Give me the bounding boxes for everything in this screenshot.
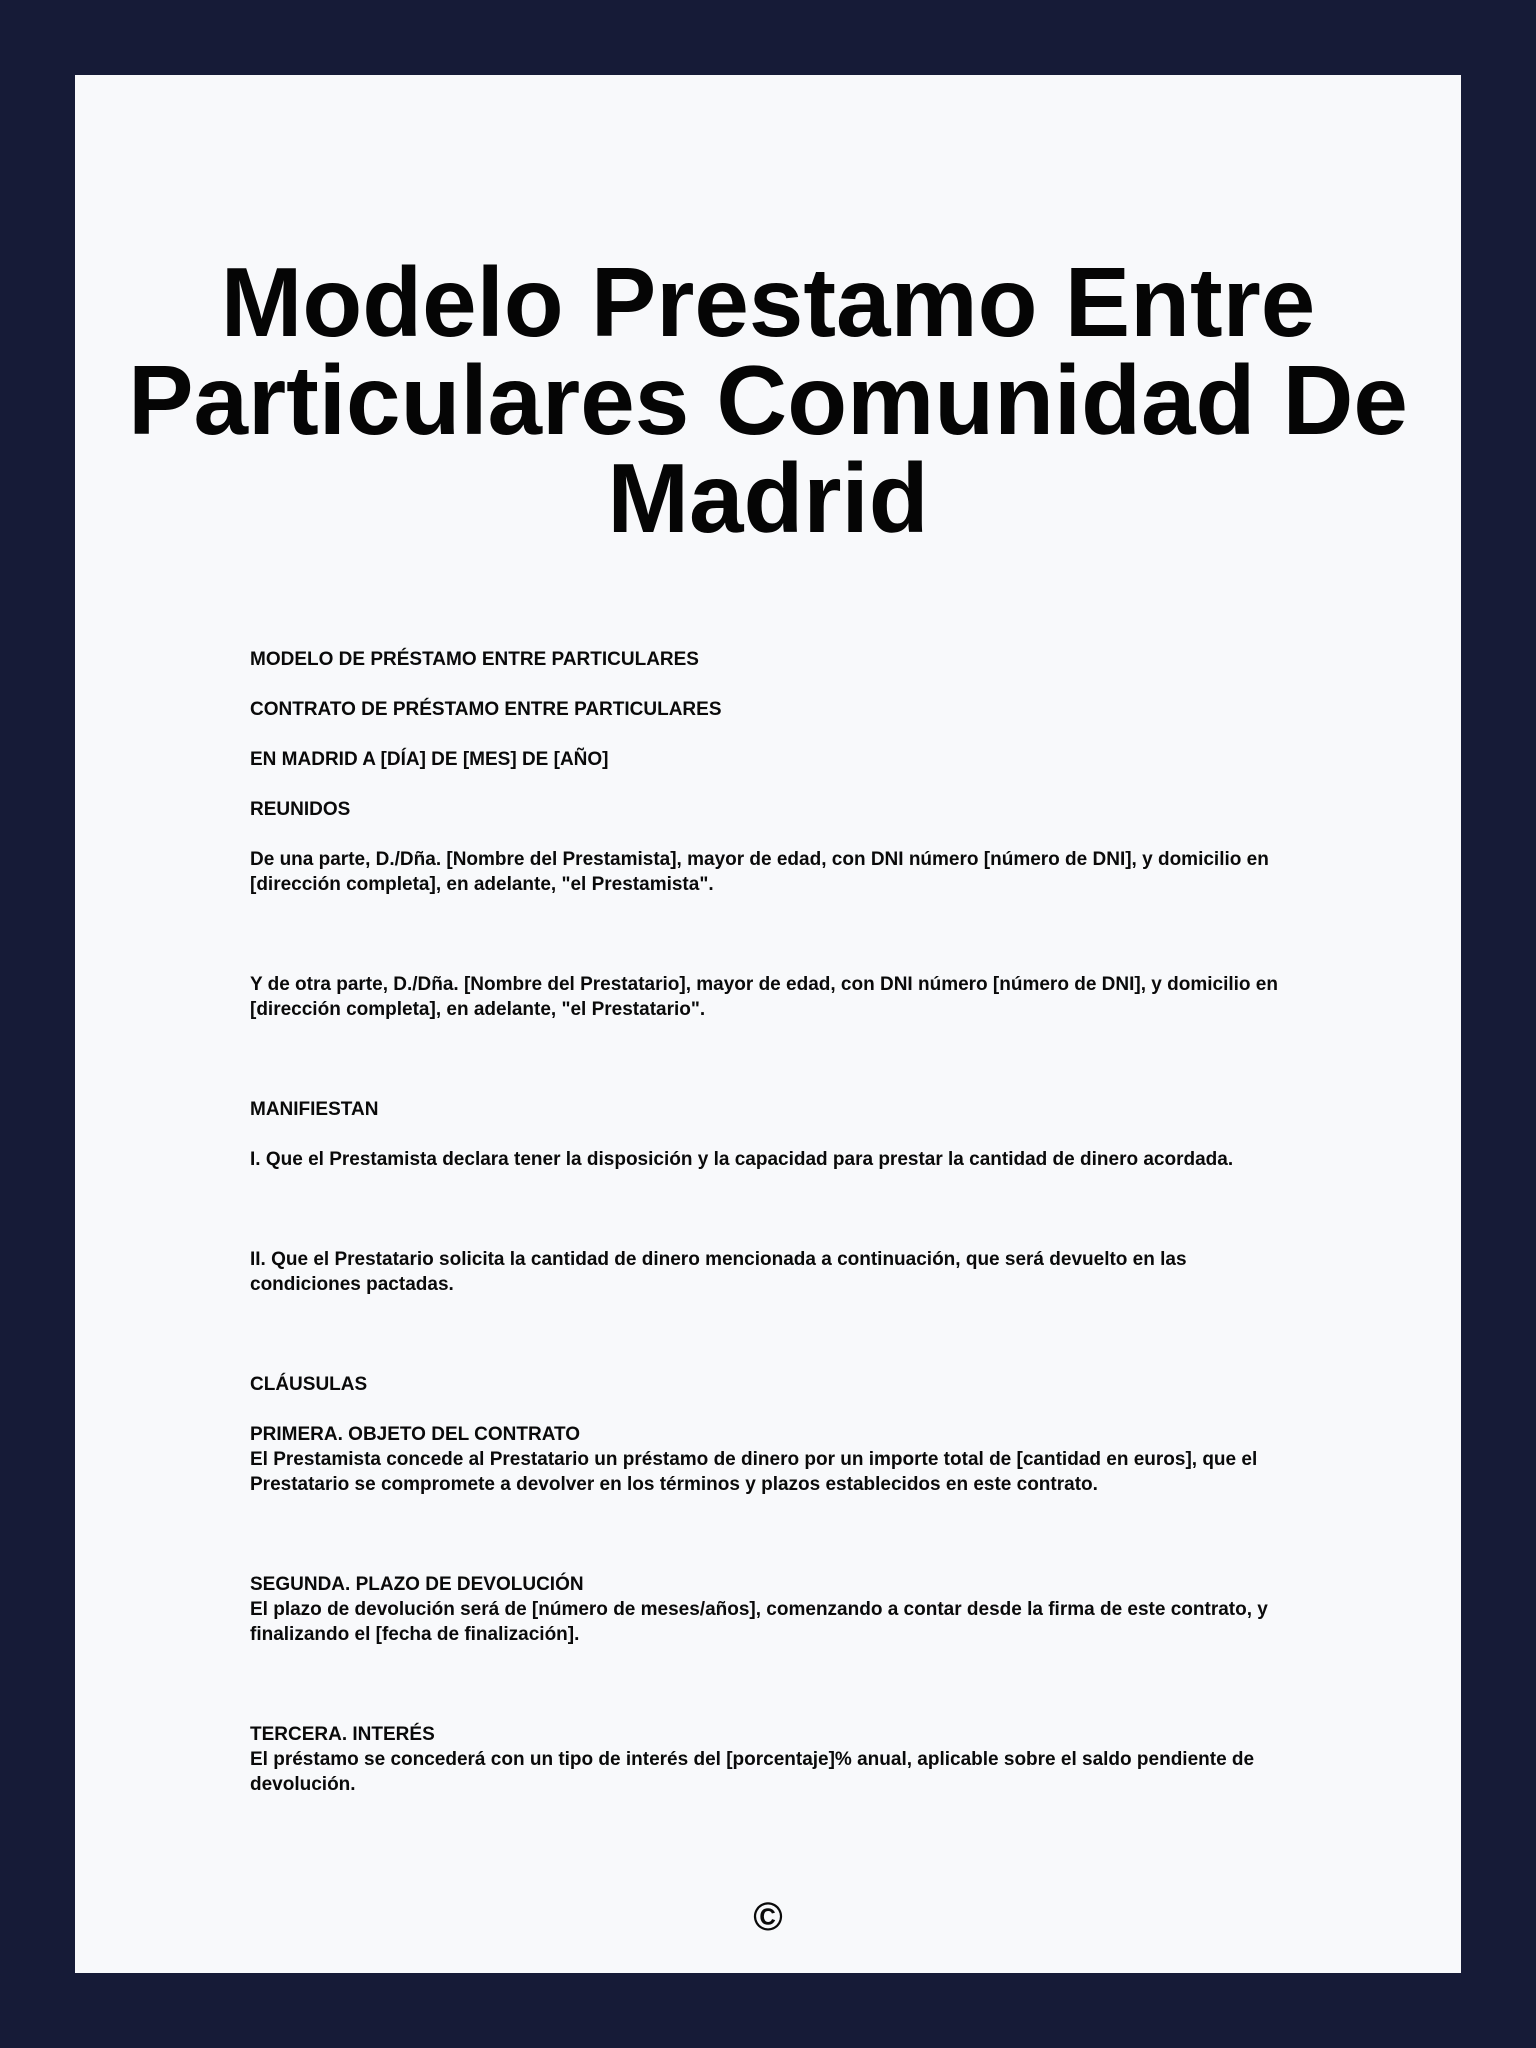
heading-clausulas: CLÁUSULAS xyxy=(250,1374,368,1395)
clause-text: El préstamo se concederá con un tipo de interés del [porcentaje]% anual, aplicable sobre el saldo pendiente de devolución. xyxy=(250,1749,1255,1795)
heading-contrato: CONTRATO DE PRÉSTAMO ENTRE PARTICULARES xyxy=(250,699,722,720)
clause-title: PRIMERA. OBJETO DEL CONTRATO xyxy=(250,1424,581,1445)
heading-manifiestan: MANIFIESTAN xyxy=(250,1099,379,1120)
clause-tercera xyxy=(250,1722,1290,1797)
party-lender: De una parte, D./Dña. [Nombre del Prestamista], mayor de edad, con DNI número [número de DNI], y domicilio en [dirección completa], en adelante, "el Prestamista". xyxy=(250,849,1269,895)
document-page xyxy=(75,75,1461,1973)
manifest-item-2: II. Que el Prestatario solicita la cantidad de dinero mencionada a continuación, que será devuelto en las condiciones pactadas. xyxy=(250,1249,1187,1295)
place-date: EN MADRID A [DÍA] DE [MES] DE [AÑO] xyxy=(250,749,609,770)
clause-title: TERCERA. INTERÉS xyxy=(250,1724,435,1745)
manifest-item-1: I. Que el Prestamista declara tener la disposición y la capacidad para prestar la cantidad de dinero acordada. xyxy=(250,1149,1234,1170)
clause-text: El plazo de devolución será de [número de meses/años], comenzando a contar desde la firma de este contrato, y finalizando el [fecha de finalización]. xyxy=(250,1599,1268,1645)
party-borrower: Y de otra parte, D./Dña. [Nombre del Prestatario], mayor de edad, con DNI número [número de DNI], y domicilio en [dirección completa], en adelante, "el Prestatario". xyxy=(250,974,1278,1020)
clause-primera xyxy=(250,1422,1290,1497)
clause-text: El Prestamista concede al Prestatario un préstamo de dinero por un importe total de [cantidad en euros], que el Prestatario se compromete a devolver en los términos y plazos establecidos en este contrato. xyxy=(250,1449,1258,1495)
heading-reunidos: REUNIDOS xyxy=(250,799,351,820)
document-title: Modelo Prestamo Entre Particulares Comunidad De Madrid xyxy=(128,247,1408,553)
clause-segunda xyxy=(250,1572,1290,1647)
heading-modelo: MODELO DE PRÉSTAMO ENTRE PARTICULARES xyxy=(250,649,699,670)
clause-title: SEGUNDA. PLAZO DE DEVOLUCIÓN xyxy=(250,1574,584,1595)
document-body xyxy=(250,647,1290,1822)
copyright-icon: © xyxy=(753,1895,783,1939)
